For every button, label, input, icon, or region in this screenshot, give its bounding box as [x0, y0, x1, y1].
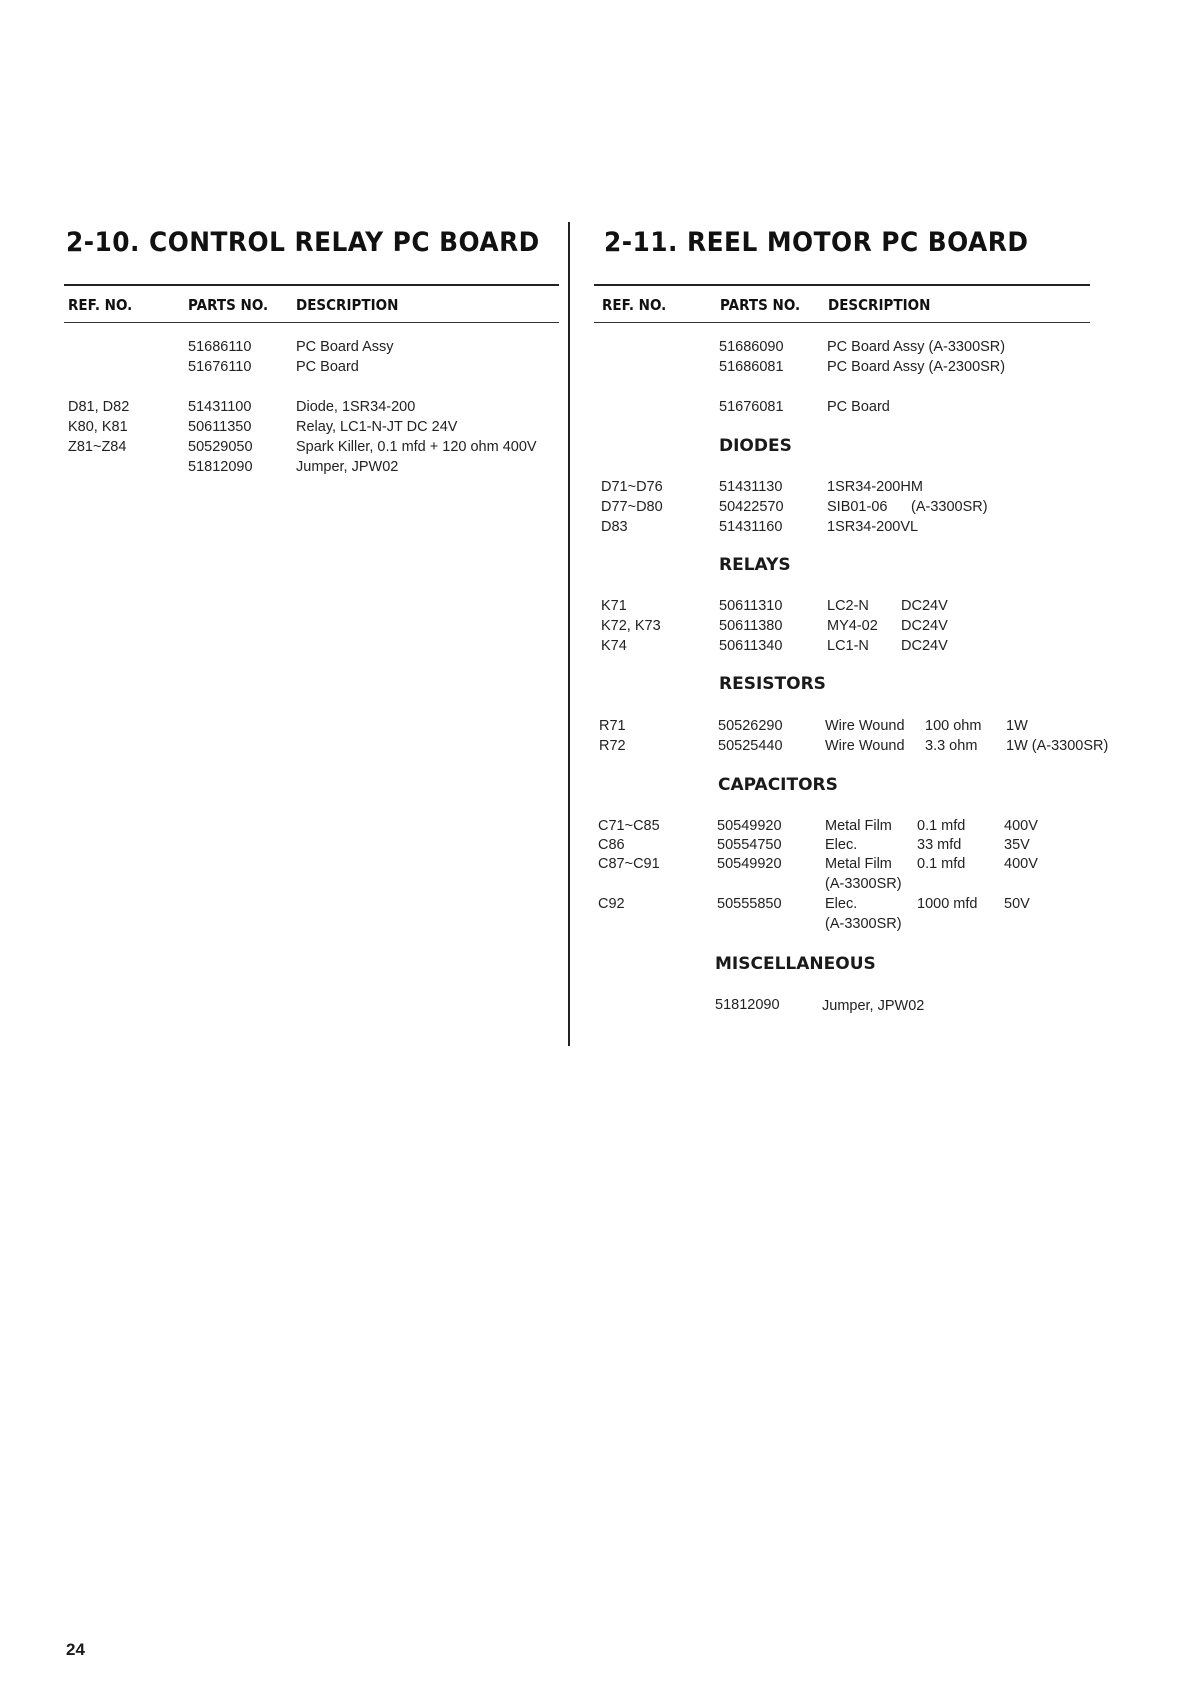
- description: Spark Killer, 0.1 mfd + 120 ohm 400V: [296, 439, 537, 455]
- type: Metal Film: [825, 818, 892, 834]
- note: (A-3300SR): [825, 916, 902, 932]
- description: PC Board Assy: [296, 339, 394, 355]
- table-top-rule: [594, 284, 1090, 286]
- description: Jumper, JPW02: [296, 459, 399, 475]
- ref-no: R71: [599, 718, 626, 734]
- type: Elec.: [825, 837, 858, 853]
- header-bottom-rule: [594, 322, 1090, 323]
- column-header-description: DESCRIPTION: [828, 296, 931, 314]
- rating: 1W (A-3300SR): [1006, 738, 1109, 754]
- table-top-rule: [64, 284, 559, 286]
- parts-no: 50611350: [188, 419, 252, 435]
- subheading-miscellaneous: MISCELLANEOUS: [715, 954, 876, 974]
- description: PC Board: [827, 399, 890, 415]
- parts-no: 51686090: [719, 339, 784, 355]
- note: (A-3300SR): [825, 876, 902, 892]
- ref-no: C86: [598, 837, 625, 853]
- parts-no: 51676081: [719, 399, 784, 415]
- parts-no: 51686110: [188, 339, 252, 355]
- ref-no: C71~C85: [598, 818, 660, 834]
- ref-no: K74: [601, 638, 627, 654]
- parts-no: 50422570: [719, 499, 784, 515]
- parts-no: 51812090: [715, 997, 780, 1013]
- rating: 400V: [1004, 818, 1038, 834]
- description: PC Board Assy (A-3300SR): [827, 339, 1006, 355]
- parts-no: 50611340: [719, 638, 783, 654]
- value: 1000 mfd: [917, 896, 978, 912]
- type: Elec.: [825, 896, 858, 912]
- spec: DC24V: [901, 618, 948, 634]
- ref-no: C87~C91: [598, 856, 660, 872]
- ref-no: Z81~Z84: [68, 439, 127, 455]
- parts-no: 50555850: [717, 896, 782, 912]
- parts-no: 51431130: [719, 479, 783, 495]
- ref-no: D71~D76: [601, 479, 663, 495]
- column-header-ref-no: REF. NO.: [602, 296, 667, 314]
- parts-no: 50525440: [718, 738, 783, 754]
- parts-no: 50611310: [719, 598, 783, 614]
- description: LC1-N: [827, 638, 869, 654]
- rating: 35V: [1004, 837, 1030, 853]
- type: Wire Wound: [825, 718, 905, 734]
- value: 100 ohm: [925, 718, 982, 734]
- ref-no: D77~D80: [601, 499, 663, 515]
- parts-no: 50549920: [717, 818, 782, 834]
- value: 0.1 mfd: [917, 818, 966, 834]
- description: Jumper, JPW02: [822, 998, 925, 1014]
- type: Metal Film: [825, 856, 892, 872]
- note: (A-3300SR): [911, 499, 988, 515]
- section-title-reel-motor: 2-11. REEL MOTOR PC BOARD: [604, 227, 1029, 258]
- parts-no: 50554750: [717, 837, 782, 853]
- description: PC Board: [296, 359, 359, 375]
- value: 0.1 mfd: [917, 856, 966, 872]
- subheading-resistors: RESISTORS: [719, 674, 826, 694]
- type: Wire Wound: [825, 738, 905, 754]
- description: 1SR34-200VL: [827, 519, 919, 535]
- parts-no: 50526290: [718, 718, 783, 734]
- value: 33 mfd: [917, 837, 962, 853]
- parts-no: 51431160: [719, 519, 783, 535]
- column-header-parts-no: PARTS NO.: [188, 296, 269, 314]
- section-title-control-relay: 2-10. CONTROL RELAY PC BOARD: [66, 227, 540, 258]
- description: MY4-02: [827, 618, 878, 634]
- column-header-description: DESCRIPTION: [296, 296, 399, 314]
- rating: 400V: [1004, 856, 1038, 872]
- header-bottom-rule: [64, 322, 559, 323]
- ref-no: K71: [601, 598, 627, 614]
- ref-no: D83: [601, 519, 628, 535]
- parts-no: 50529050: [188, 439, 253, 455]
- rating: 1W: [1006, 718, 1028, 734]
- description: PC Board Assy (A-2300SR): [827, 359, 1006, 375]
- ref-no: R72: [599, 738, 626, 754]
- spec: DC24V: [901, 638, 948, 654]
- column-header-parts-no: PARTS NO.: [720, 296, 801, 314]
- parts-no: 51686081: [719, 359, 784, 375]
- subheading-capacitors: CAPACITORS: [718, 775, 838, 795]
- parts-no: 51812090: [188, 459, 253, 475]
- column-header-ref-no: REF. NO.: [68, 296, 133, 314]
- parts-no: 50611380: [719, 618, 783, 634]
- subheading-relays: RELAYS: [719, 555, 791, 575]
- ref-no: D81, D82: [68, 399, 130, 415]
- description: Diode, 1SR34-200: [296, 399, 416, 415]
- description: SIB01-06: [827, 499, 888, 515]
- parts-no: 51676110: [188, 359, 252, 375]
- rating: 50V: [1004, 896, 1030, 912]
- spec: DC24V: [901, 598, 948, 614]
- column-divider: [568, 222, 570, 1046]
- ref-no: K72, K73: [601, 618, 661, 634]
- parts-no: 50549920: [717, 856, 782, 872]
- description: LC2-N: [827, 598, 869, 614]
- description: 1SR34-200HM: [827, 479, 923, 495]
- ref-no: K80, K81: [68, 419, 128, 435]
- page-number: 24: [66, 1640, 85, 1659]
- parts-no: 51431100: [188, 399, 252, 415]
- ref-no: C92: [598, 896, 625, 912]
- subheading-diodes: DIODES: [719, 436, 792, 456]
- value: 3.3 ohm: [925, 738, 978, 754]
- description: Relay, LC1-N-JT DC 24V: [296, 419, 458, 435]
